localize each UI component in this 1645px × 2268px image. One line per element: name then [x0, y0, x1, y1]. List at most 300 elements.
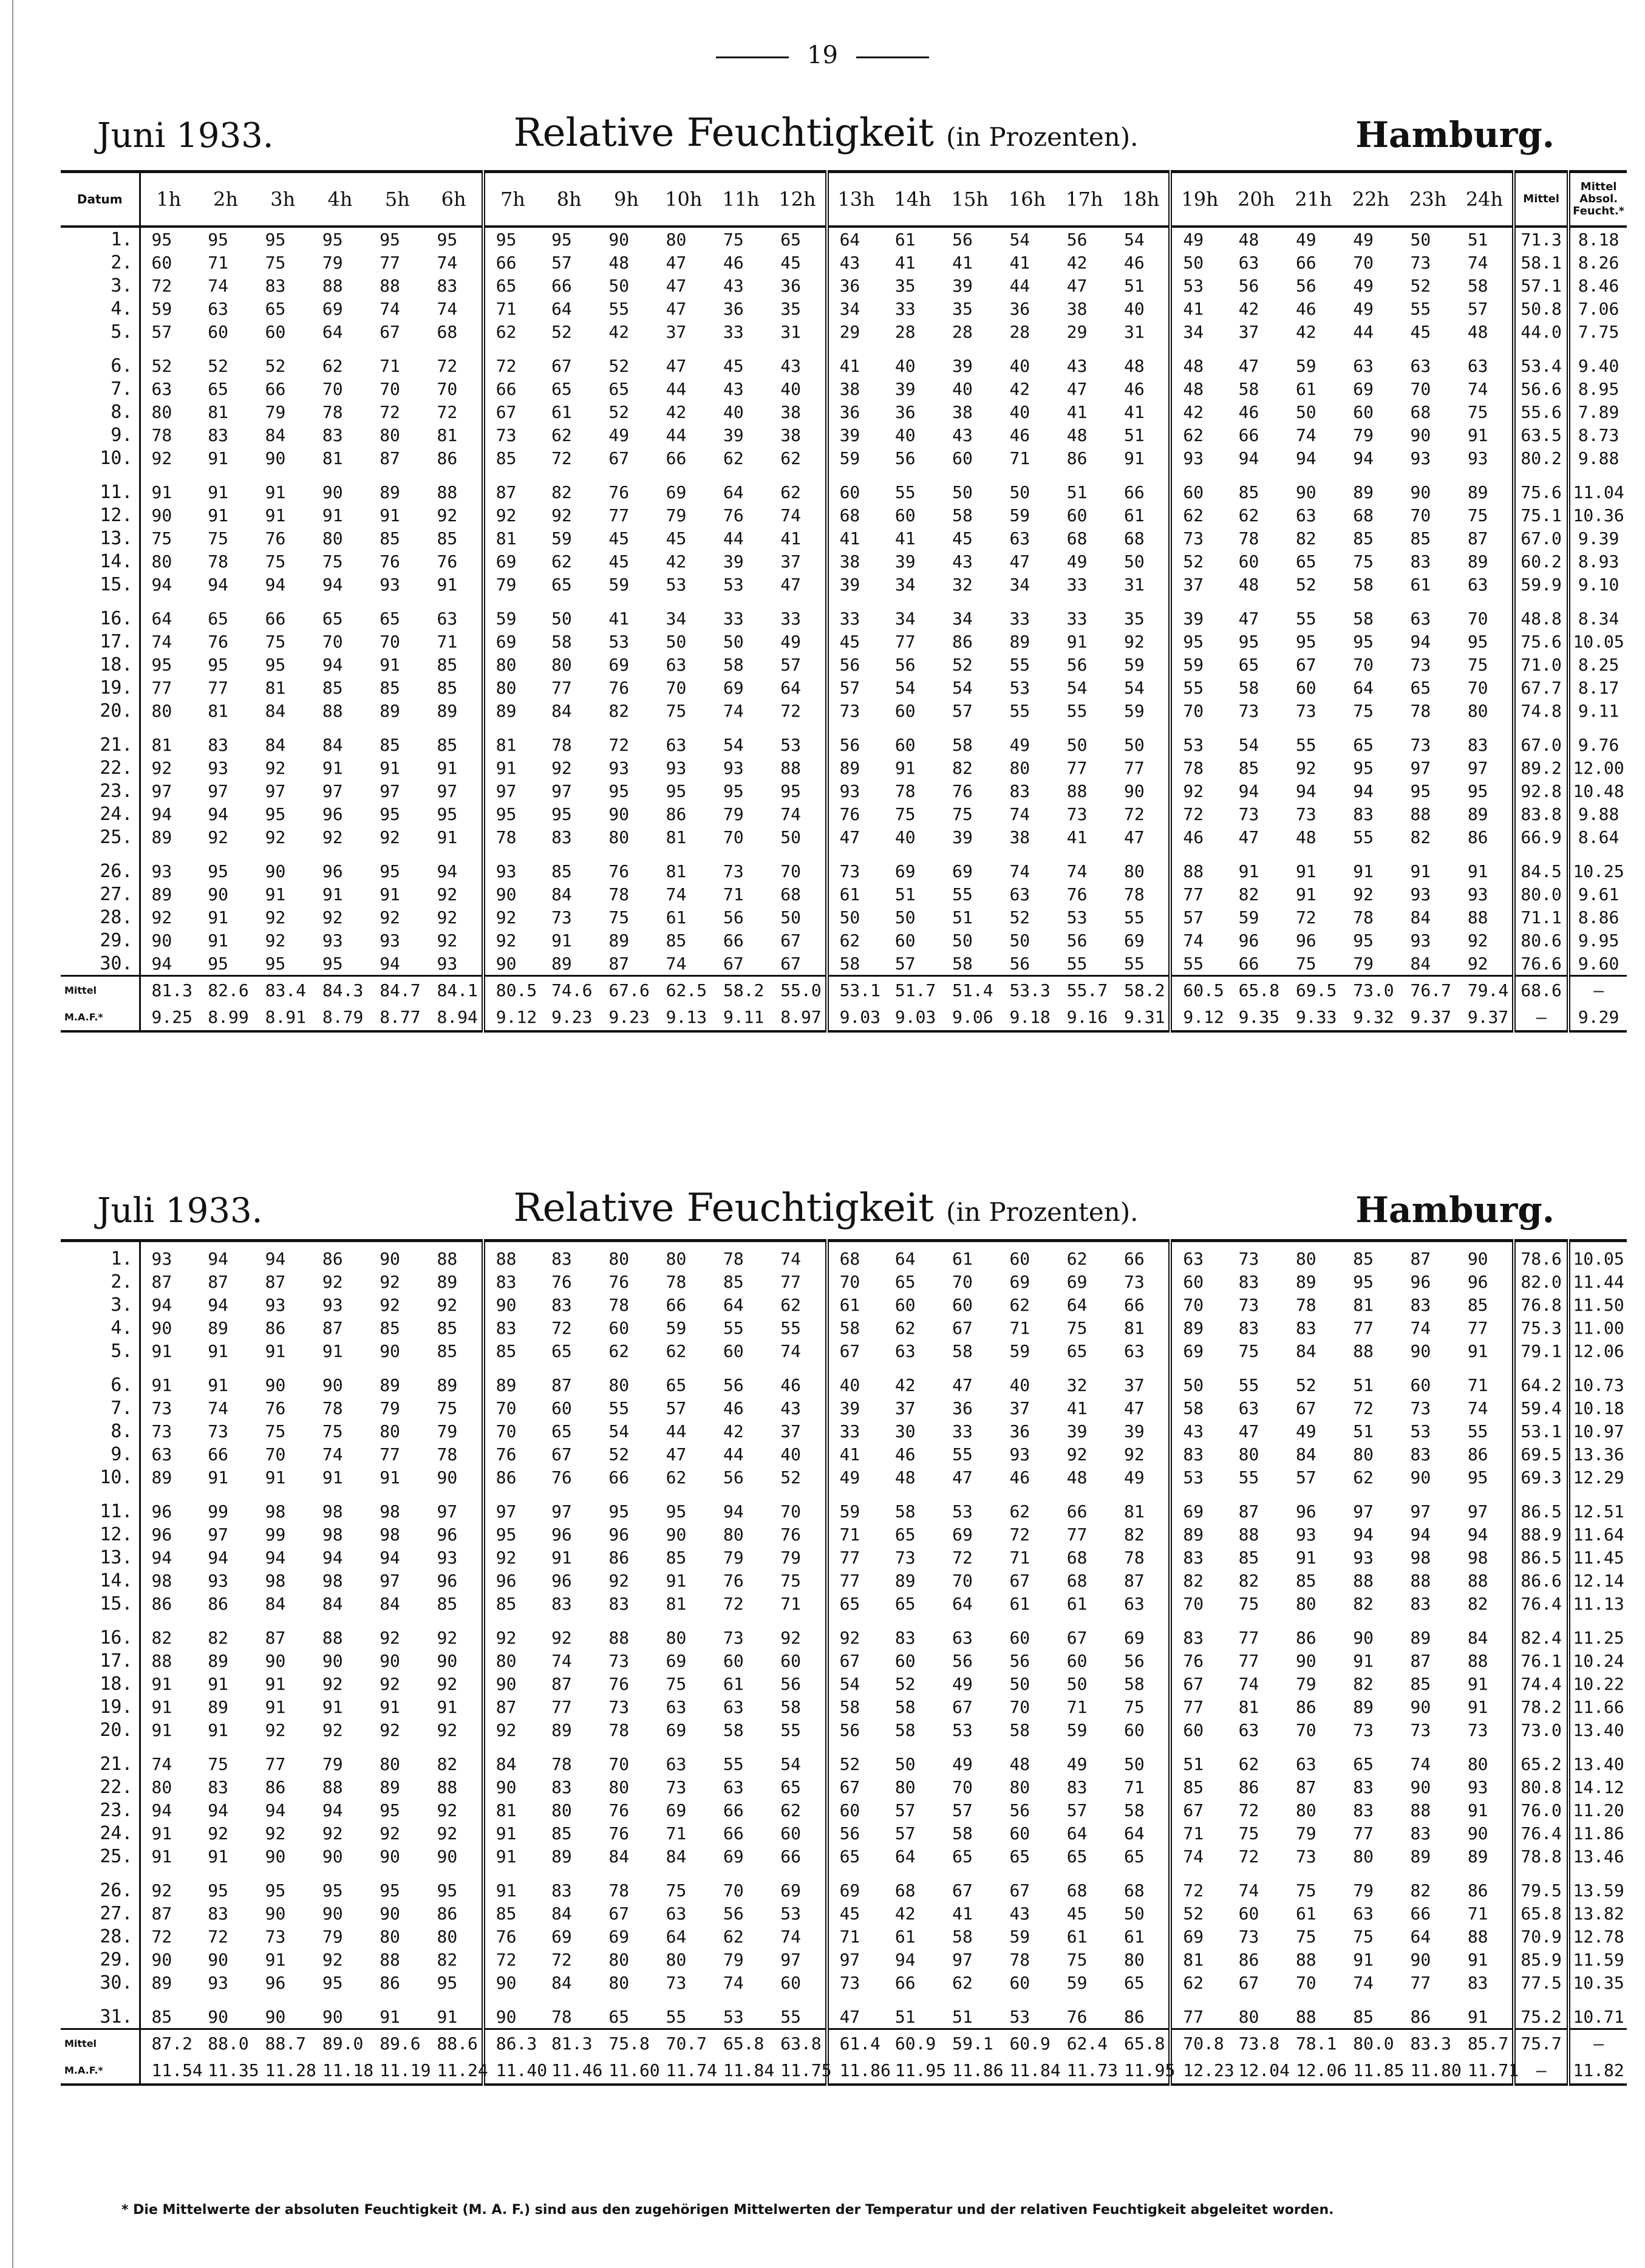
- summary-value-cell: 11.54: [140, 2057, 197, 2085]
- hour-value-cell: 92: [827, 1615, 884, 1649]
- hour-value-cell: 60: [827, 470, 884, 504]
- hour-value-cell: 63: [666, 1696, 687, 1717]
- hour-value-cell: 70: [1467, 677, 1488, 698]
- hour-value-cell: 55: [952, 884, 973, 904]
- hour-value-cell: 55: [666, 2006, 687, 2027]
- hour-value-cell: 53: [952, 1720, 973, 1740]
- hour-value-cell: 95: [380, 861, 400, 881]
- hour-value-cell: 77: [1170, 1695, 1227, 1718]
- hour-value-cell: 95: [437, 1972, 458, 1993]
- daily-mean-cell: 86.5: [1514, 1546, 1568, 1569]
- absolute-humidity-cell: 9.61: [1578, 884, 1619, 904]
- absolute-humidity-cell: 13.40: [1573, 1754, 1624, 1774]
- hour-value-cell: 40: [780, 378, 801, 399]
- absolute-humidity-cell: 10.25: [1573, 861, 1624, 881]
- hour-value-cell: 69: [780, 1880, 801, 1901]
- hour-value-cell: 91: [1467, 861, 1488, 881]
- hour-value-cell: 33: [894, 298, 916, 319]
- hour-value-cell: 80: [551, 1800, 572, 1820]
- hour-value-cell: 95: [265, 654, 286, 675]
- hour-value-cell: 92: [265, 827, 286, 847]
- hour-value-cell: 61: [1295, 378, 1316, 399]
- hour-value-cell: 91: [322, 884, 343, 904]
- hour-value-cell: 41: [1066, 1398, 1088, 1418]
- hour-value-cell: 58: [723, 1720, 744, 1740]
- hour-value-cell: 79: [1295, 1823, 1316, 1843]
- hour-value-cell: 47: [952, 1375, 973, 1395]
- hour-value-cell: 36: [780, 275, 801, 296]
- hour-value-cell: 87: [551, 1673, 572, 1694]
- hour-value-cell: 70: [723, 1880, 744, 1901]
- daily-mean-cell: 71.3: [1514, 227, 1568, 251]
- hour-value-cell: 68: [1066, 1570, 1088, 1591]
- hour-value-cell: 73: [1353, 1720, 1374, 1740]
- hour-value-cell: 89: [551, 1720, 572, 1740]
- hour-value-cell: 70: [322, 378, 343, 399]
- hour-value-cell: 41: [1009, 252, 1030, 273]
- table-row: [61, 343, 1627, 377]
- hour-value-cell: 72: [483, 1948, 540, 1971]
- summary-value-cell: 65.8: [712, 2029, 769, 2057]
- date-cell: 17.: [100, 1650, 133, 1672]
- hour-value-cell: 38: [952, 401, 973, 422]
- hour-value-cell: 55: [1467, 1421, 1488, 1441]
- col-header-hour: 6h: [426, 172, 483, 227]
- hour-value-cell: 63: [666, 734, 687, 755]
- hour-value-cell: 91: [265, 1673, 286, 1694]
- hour-value-cell: 52: [1009, 907, 1030, 927]
- hour-value-cell: 86: [666, 804, 687, 824]
- hour-value-cell: 83: [608, 1593, 630, 1614]
- hour-value-cell: 92: [380, 827, 400, 847]
- hour-value-cell: 60: [1009, 1972, 1030, 1993]
- hour-value-cell: 90: [265, 1846, 286, 1867]
- table-row: [61, 1925, 1627, 1948]
- hour-value-cell: 90: [1410, 1949, 1431, 1970]
- hour-value-cell: 72: [208, 1926, 229, 1947]
- hour-value-cell: 70: [1353, 252, 1374, 273]
- hour-value-cell: 91: [140, 1718, 197, 1741]
- hour-value-cell: 94: [894, 1949, 916, 1970]
- date-cell: 26.: [100, 860, 133, 882]
- summary-value-cell: 60.9: [884, 2029, 941, 2057]
- hour-value-cell: 90: [437, 1467, 458, 1488]
- table-row: [61, 1822, 1627, 1845]
- col-header-hour: 8h: [540, 172, 598, 227]
- col-header-absol: Mittel Absol. Feucht.*: [1568, 172, 1627, 227]
- hour-value-cell: 78: [1009, 1949, 1030, 1970]
- hour-value-cell: 88: [1410, 1570, 1431, 1591]
- hour-value-cell: 71: [1170, 1822, 1227, 1845]
- hour-value-cell: 80: [723, 1524, 744, 1545]
- hour-value-cell: 75: [1353, 700, 1374, 721]
- hour-value-cell: 91: [1467, 1696, 1488, 1717]
- hour-value-cell: 63: [666, 654, 687, 675]
- hour-value-cell: 65: [952, 1846, 973, 1867]
- hour-value-cell: 83: [894, 1627, 916, 1648]
- date-cell: 30.: [100, 952, 133, 974]
- hour-value-cell: 56: [1066, 930, 1088, 951]
- table-row: [61, 1798, 1627, 1822]
- date-cell: 13.: [100, 1546, 133, 1568]
- summary-value-cell: 11.40: [483, 2057, 540, 2085]
- hour-value-cell: 56: [1238, 275, 1259, 296]
- hour-value-cell: 33: [827, 1419, 884, 1443]
- hour-value-cell: 71: [827, 1925, 884, 1948]
- hour-value-cell: 92: [780, 1627, 801, 1648]
- table-row: [61, 653, 1627, 676]
- summary-value-cell: 11.28: [254, 2057, 312, 2085]
- summary-value-cell: 11.95: [884, 2057, 941, 2085]
- hour-value-cell: 92: [265, 1720, 286, 1740]
- hour-value-cell: 72: [608, 734, 630, 755]
- date-cell: 16.: [100, 1627, 133, 1648]
- hour-value-cell: 71: [1009, 1547, 1030, 1568]
- daily-mean-cell: 75.1: [1514, 504, 1568, 527]
- hour-value-cell: 44: [1009, 275, 1030, 296]
- hour-value-cell: 90: [437, 1650, 458, 1671]
- hour-value-cell: 88: [437, 482, 458, 502]
- summary-value-cell: 82.6: [197, 976, 254, 1004]
- hour-value-cell: 84: [483, 1741, 540, 1775]
- hour-value-cell: 91: [380, 757, 400, 778]
- hour-value-cell: 59: [666, 1317, 687, 1338]
- hour-value-cell: 60: [894, 930, 916, 951]
- hour-value-cell: 76: [827, 802, 884, 825]
- summary-value-cell: 58.2: [1113, 976, 1170, 1004]
- hour-value-cell: 81: [1238, 1696, 1259, 1717]
- summary-value-cell: 11.19: [369, 2057, 426, 2085]
- hour-value-cell: 55: [1009, 654, 1030, 675]
- hour-value-cell: 91: [322, 1696, 343, 1717]
- daily-mean-cell: 79.1: [1514, 1339, 1568, 1362]
- hour-value-cell: 50: [1410, 229, 1431, 250]
- hour-value-cell: 92: [483, 1546, 540, 1569]
- hour-value-cell: 90: [265, 1650, 286, 1671]
- hour-value-cell: 95: [437, 804, 458, 824]
- hour-value-cell: 73: [827, 849, 884, 883]
- date-cell: 13.: [100, 527, 133, 549]
- hour-value-cell: 62: [608, 1341, 630, 1361]
- hour-value-cell: 89: [140, 825, 197, 849]
- hour-value-cell: 69: [666, 482, 687, 502]
- hour-value-cell: 56: [723, 1375, 744, 1395]
- hour-value-cell: 95: [1467, 631, 1488, 652]
- hour-value-cell: 77: [380, 252, 400, 273]
- hour-value-cell: 88: [380, 275, 400, 296]
- hour-value-cell: 76: [483, 1443, 540, 1466]
- hour-value-cell: 43: [827, 251, 884, 274]
- hour-value-cell: 59: [1295, 355, 1316, 376]
- hour-value-cell: 34: [1009, 574, 1030, 595]
- hour-value-cell: 96: [322, 861, 343, 881]
- hour-value-cell: 73: [140, 1396, 197, 1419]
- hour-value-cell: 88: [483, 1247, 540, 1270]
- hour-value-cell: 49: [1066, 551, 1088, 572]
- hour-value-cell: 90: [1353, 1627, 1374, 1648]
- hour-value-cell: 60: [952, 448, 973, 468]
- hour-value-cell: 73: [608, 1696, 630, 1717]
- hour-value-cell: 75: [780, 1570, 801, 1591]
- hour-value-cell: 42: [1009, 378, 1030, 399]
- hour-value-cell: 91: [437, 757, 458, 778]
- absolute-humidity-cell: 11.45: [1573, 1547, 1624, 1568]
- hour-value-cell: 77: [1353, 1823, 1374, 1843]
- hour-value-cell: 79: [1295, 1673, 1316, 1694]
- table-row: [61, 779, 1627, 802]
- hour-value-cell: 94: [437, 861, 458, 881]
- hour-value-cell: 94: [1238, 780, 1259, 801]
- col-header-hour: 13h: [827, 172, 884, 227]
- hour-value-cell: 91: [1295, 1547, 1316, 1568]
- hour-value-cell: 68: [1066, 1880, 1088, 1901]
- hour-value-cell: 39: [952, 827, 973, 847]
- hour-value-cell: 54: [608, 1421, 630, 1441]
- summary-value-cell: 81.3: [540, 2029, 598, 2057]
- hour-value-cell: 87: [551, 1375, 572, 1395]
- hour-value-cell: 55: [952, 1444, 973, 1464]
- hour-value-cell: 80: [666, 1949, 687, 1970]
- hour-value-cell: 59: [1124, 654, 1145, 675]
- daily-mean-cell: 59.9: [1514, 573, 1568, 596]
- hour-value-cell: 74: [322, 1444, 343, 1464]
- hour-value-cell: 90: [1467, 1823, 1488, 1843]
- hour-value-cell: 92: [380, 907, 400, 927]
- hour-value-cell: 89: [1170, 1523, 1227, 1546]
- summary-value-cell: 11.86: [827, 2057, 884, 2085]
- hour-value-cell: 60: [1410, 1375, 1431, 1395]
- summary-value-cell: 8.79: [312, 1003, 369, 1031]
- hour-value-cell: 58: [1353, 574, 1374, 595]
- hour-value-cell: 63: [723, 1696, 744, 1717]
- hour-value-cell: 86: [437, 448, 458, 468]
- hour-value-cell: 62: [1009, 1294, 1030, 1315]
- hour-value-cell: 52: [265, 355, 286, 376]
- absolute-humidity-cell: 8.26: [1578, 252, 1619, 273]
- date-cell: 26.: [100, 1879, 133, 1901]
- hour-value-cell: 74: [1170, 929, 1227, 952]
- hour-value-cell: 90: [380, 1903, 400, 1924]
- hour-value-cell: 61: [666, 907, 687, 927]
- absolute-humidity-cell: 7.89: [1578, 401, 1619, 422]
- hour-value-cell: 66: [551, 275, 572, 296]
- hour-value-cell: 97: [208, 780, 229, 801]
- hour-value-cell: 52: [1170, 550, 1227, 573]
- hour-value-cell: 55: [780, 1720, 801, 1740]
- hour-value-cell: 75: [322, 1421, 343, 1441]
- hour-value-cell: 77: [265, 1754, 286, 1774]
- hour-value-cell: 74: [723, 700, 744, 721]
- hour-value-cell: 72: [780, 700, 801, 721]
- hour-value-cell: 54: [1009, 229, 1030, 250]
- hour-value-cell: 65: [1009, 1846, 1030, 1867]
- hour-value-cell: 60: [1353, 401, 1374, 422]
- hour-value-cell: 90: [208, 1949, 229, 1970]
- hour-value-cell: 98: [380, 1501, 400, 1522]
- hour-value-cell: 85: [437, 1593, 458, 1614]
- hour-value-cell: 49: [952, 1673, 973, 1694]
- hour-value-cell: 96: [140, 1523, 197, 1546]
- hour-value-cell: 60: [1170, 470, 1227, 504]
- hour-value-cell: 78: [1170, 756, 1227, 779]
- date-cell: 7.: [111, 1397, 133, 1419]
- hour-value-cell: 80: [894, 1777, 916, 1797]
- hour-value-cell: 70: [380, 631, 400, 652]
- hour-value-cell: 60: [780, 1823, 801, 1843]
- hour-value-cell: 93: [208, 1570, 229, 1591]
- daily-mean-cell: 82.0: [1514, 1270, 1568, 1293]
- hour-value-cell: 91: [1467, 1341, 1488, 1361]
- hour-value-cell: 95: [265, 953, 286, 974]
- hour-value-cell: 34: [952, 608, 973, 629]
- hour-value-cell: 94: [1295, 780, 1316, 801]
- hour-value-cell: 70: [1295, 1972, 1316, 1993]
- hour-value-cell: 48: [1238, 574, 1259, 595]
- hour-value-cell: 36: [827, 274, 884, 297]
- hour-value-cell: 40: [780, 1444, 801, 1464]
- date-cell: 12.: [100, 504, 133, 526]
- hour-value-cell: 59: [1066, 1720, 1088, 1740]
- hour-value-cell: 94: [208, 1248, 229, 1269]
- hour-value-cell: 90: [265, 2006, 286, 2027]
- hour-value-cell: 91: [1467, 1673, 1488, 1694]
- table-row: [61, 849, 1627, 883]
- hour-value-cell: 76: [608, 1673, 630, 1694]
- hour-value-cell: 69: [483, 630, 540, 653]
- hour-value-cell: 75: [1295, 1880, 1316, 1901]
- hour-value-cell: 37: [780, 551, 801, 572]
- table-row: [61, 1546, 1627, 1569]
- table-row: [61, 470, 1627, 504]
- hour-value-cell: 73: [1066, 804, 1088, 824]
- hour-value-cell: 60: [140, 251, 197, 274]
- hour-value-cell: 95: [1353, 757, 1374, 778]
- hour-value-cell: 84: [1295, 1444, 1316, 1464]
- absolute-humidity-cell: 11.25: [1573, 1627, 1624, 1648]
- daily-mean-cell: 92.8: [1514, 779, 1568, 802]
- hour-value-cell: 75: [322, 551, 343, 572]
- summary-value-cell: 58.2: [712, 976, 769, 1004]
- absolute-humidity-cell: 11.86: [1573, 1823, 1624, 1843]
- hour-value-cell: 85: [437, 654, 458, 675]
- hour-value-cell: 45: [608, 551, 630, 572]
- hour-value-cell: 74: [780, 1926, 801, 1947]
- hour-value-cell: 47: [1238, 355, 1259, 376]
- hour-value-cell: 89: [437, 1375, 458, 1395]
- hour-value-cell: 71: [483, 297, 540, 320]
- hour-value-cell: 78: [1410, 700, 1431, 721]
- hour-value-cell: 95: [1353, 1271, 1374, 1292]
- page-number: 19: [0, 41, 1645, 69]
- hour-value-cell: 91: [208, 505, 229, 525]
- hour-value-cell: 80: [1467, 700, 1488, 721]
- hour-value-cell: 77: [1066, 1524, 1088, 1545]
- table-row: [61, 274, 1627, 297]
- hour-value-cell: 44: [666, 378, 687, 399]
- hour-value-cell: 97: [1353, 1501, 1374, 1522]
- hour-value-cell: 90: [265, 1375, 286, 1395]
- daily-mean-cell: 86.5: [1514, 1489, 1568, 1523]
- hour-value-cell: 81: [666, 1593, 687, 1614]
- hour-value-cell: 73: [894, 1547, 916, 1568]
- hour-value-cell: 75: [265, 1421, 286, 1441]
- hour-value-cell: 70: [723, 827, 744, 847]
- hour-value-cell: 81: [208, 401, 229, 422]
- hour-value-cell: 65: [827, 1845, 884, 1868]
- hour-value-cell: 66: [483, 251, 540, 274]
- hour-value-cell: 76: [380, 551, 400, 572]
- date-cell: 2.: [111, 251, 133, 273]
- hour-value-cell: 76: [551, 1271, 572, 1292]
- hour-value-cell: 42: [666, 551, 687, 572]
- summary-value-cell: 67.6: [598, 976, 655, 1004]
- hour-value-cell: 73: [140, 1419, 197, 1443]
- hour-value-cell: 91: [380, 1467, 400, 1488]
- hour-value-cell: 76: [780, 1524, 801, 1545]
- hour-value-cell: 84: [265, 1593, 286, 1614]
- hour-value-cell: 90: [380, 1650, 400, 1671]
- hour-value-cell: 78: [551, 734, 572, 755]
- hour-value-cell: 53: [952, 1501, 973, 1522]
- hour-value-cell: 81: [483, 722, 540, 756]
- date-cell: 27.: [100, 883, 133, 905]
- daily-mean-cell: 57.1: [1514, 274, 1568, 297]
- hour-value-cell: 95: [1238, 631, 1259, 652]
- hour-value-cell: 89: [1353, 482, 1374, 502]
- hour-value-cell: 95: [483, 1523, 540, 1546]
- hour-value-cell: 70: [322, 631, 343, 652]
- hour-value-cell: 42: [1238, 298, 1259, 319]
- hour-value-cell: 70: [1410, 378, 1431, 399]
- hour-value-cell: 57: [952, 1800, 973, 1820]
- col-header-hour: 17h: [1056, 172, 1113, 227]
- hour-value-cell: 59: [827, 446, 884, 470]
- summary-value-cell: 76.7: [1400, 976, 1457, 1004]
- hour-value-cell: 93: [666, 757, 687, 778]
- col-header-datum: Datum: [61, 172, 140, 227]
- hour-value-cell: 77: [551, 677, 572, 698]
- date-cell: 5.: [111, 321, 133, 343]
- hour-value-cell: 94: [1295, 448, 1316, 468]
- hour-value-cell: 80: [483, 1649, 540, 1672]
- summary-value-cell: 11.82: [1568, 2057, 1627, 2085]
- hour-value-cell: 39: [723, 551, 744, 572]
- daily-mean-cell: 67.7: [1514, 676, 1568, 699]
- hour-value-cell: 92: [437, 1823, 458, 1843]
- hour-value-cell: 54: [1238, 734, 1259, 755]
- col-header-hour: 2h: [197, 172, 254, 227]
- hour-value-cell: 62: [551, 425, 572, 445]
- hour-value-cell: 40: [894, 425, 916, 445]
- hour-value-cell: 75: [608, 907, 630, 927]
- hour-value-cell: 95: [322, 229, 343, 250]
- hour-value-cell: 53: [780, 734, 801, 755]
- hour-value-cell: 75: [208, 528, 229, 548]
- date-cell: 30.: [100, 1972, 133, 1993]
- hour-value-cell: 66: [608, 1467, 630, 1488]
- hour-value-cell: 77: [1238, 1650, 1259, 1671]
- hour-value-cell: 68: [437, 321, 458, 342]
- table-row: [61, 1293, 1627, 1316]
- hour-value-cell: 56: [780, 1673, 801, 1694]
- hour-value-cell: 92: [380, 1271, 400, 1292]
- hour-value-cell: 36: [723, 298, 744, 319]
- hour-value-cell: 95: [322, 1880, 343, 1901]
- hour-value-cell: 58: [1353, 608, 1374, 629]
- hour-value-cell: 89: [608, 930, 630, 951]
- col-header-hour: 4h: [312, 172, 369, 227]
- hour-value-cell: 62: [1066, 1248, 1088, 1269]
